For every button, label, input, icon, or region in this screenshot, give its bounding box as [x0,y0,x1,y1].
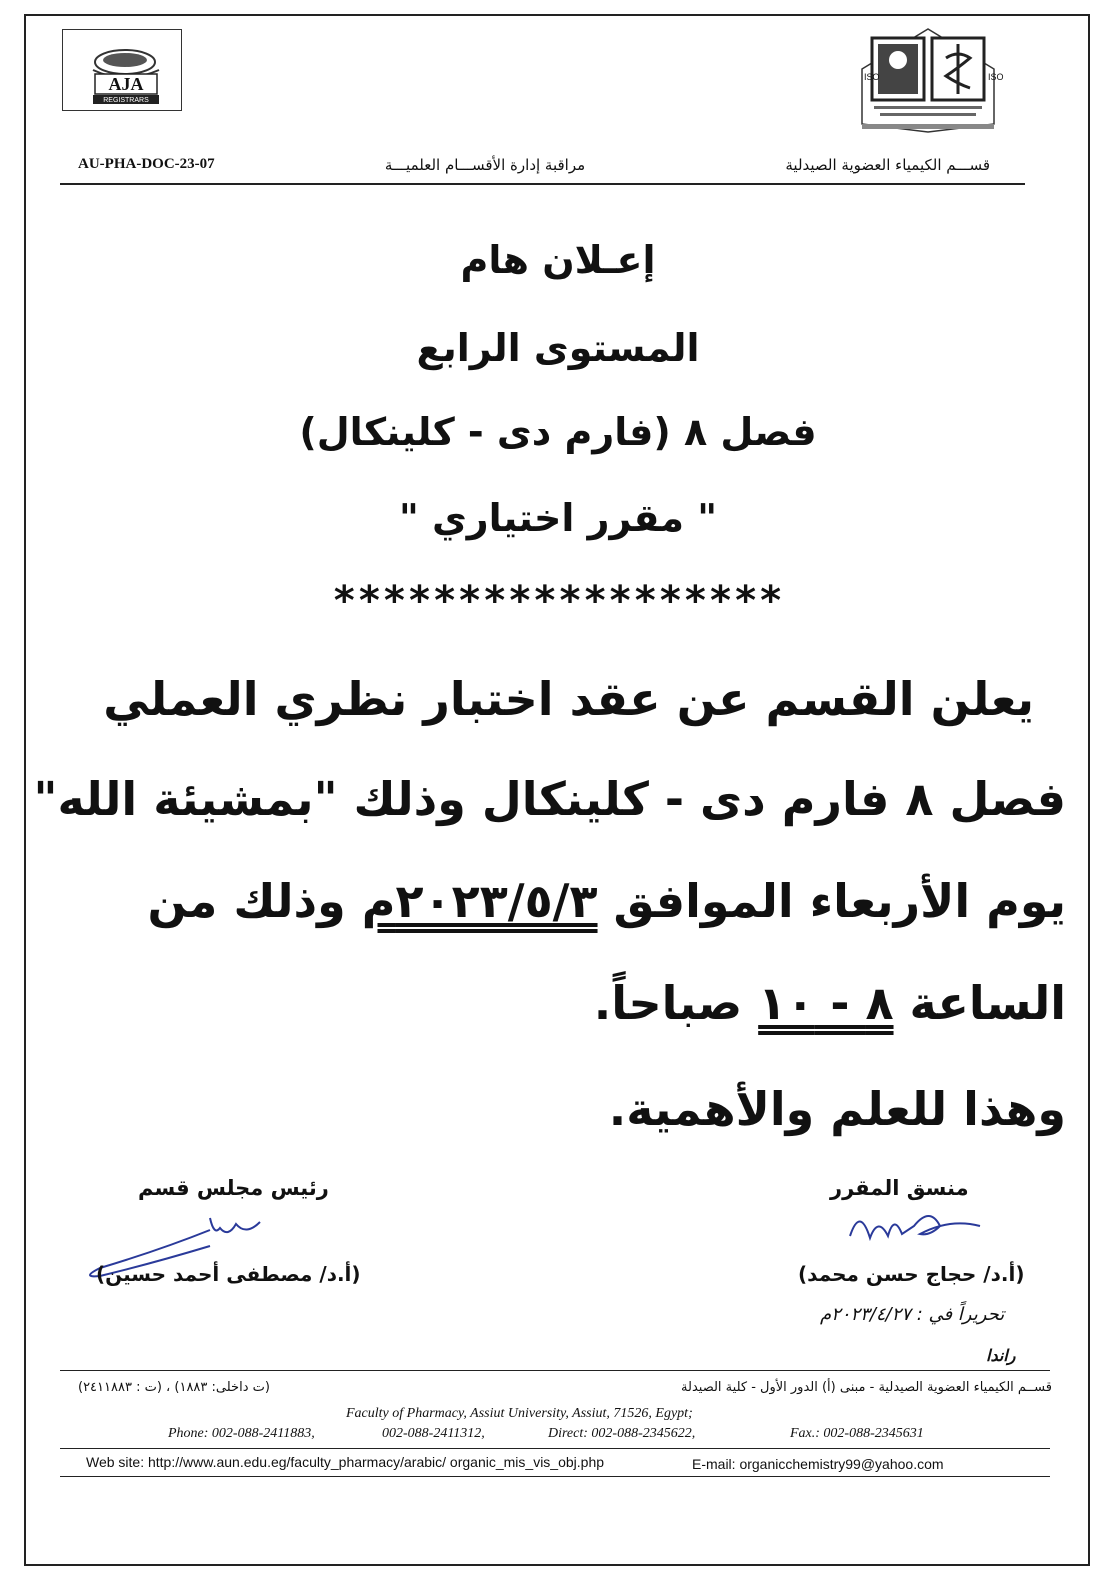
body-line-4 [594,976,1066,1030]
document-code: AU-PHA-DOC-23-07 [78,156,215,172]
body-line-3 [148,874,1066,928]
svg-text:ISO: ISO [864,72,880,82]
body-line-3-end: وذلك من [147,874,362,928]
footer-divider-top [60,1370,1050,1371]
aja-text: AJA [108,74,144,94]
head-of-department-title: رئيس مجلس قسم [138,1176,329,1200]
coordinator-title: منسق المقرر [830,1176,969,1200]
footer-divider-end [60,1476,1050,1477]
header-center-text: مراقبة إدارة الأقســـام العلميـــة [384,156,586,174]
footer-phone-2: 002-088-2411312, [382,1426,485,1441]
footer-direct-phone: Direct: 002-088-2345622, [548,1426,696,1441]
footer-address-ar: قســم الكيمياء العضوية الصيدلية - مبنى (أ) الدور الأول - كلية الصيدلة [681,1380,1052,1395]
footer-phone-1: Phone: 002-088-2411883, [168,1426,315,1441]
head-name: (أ.د/ مصطفى أحمد حسين) [96,1262,361,1286]
body-line-3-start: يوم الأربعاء الموافق [597,874,1066,928]
footer-email[interactable]: E-mail: organicchemistry99@yahoo.com [692,1456,944,1472]
exam-time: ٨ - ١٠ [758,976,894,1030]
written-on-date: تحريراً في : ٢٠٢٣/٤/٢٧م [820,1304,1005,1325]
body-line-2: فصل ٨ فارم دى - كلينكال وذلك "بمشيئة الله" [33,772,1066,826]
footer-phones-ar: (ت داخلى: ١٨٨٣) ، (ت : ٢٤١١٨٨٣) [78,1380,270,1395]
svg-text:REGISTRARS: REGISTRARS [103,97,149,104]
footer-website[interactable]: Web site: http://www.aun.edu.eg/faculty_pharmacy/arabic/ organic_mis_vis_obj.php [86,1454,605,1470]
level-title: المستوى الرابع [416,326,700,370]
footer-divider-bottom [60,1448,1050,1449]
body-line-5: وهذا للعلم والأهمية. [608,1082,1066,1136]
university-iso-seals [840,24,1016,137]
stars-divider: ****************** [332,578,784,624]
body-line-4-start: الساعة [893,976,1066,1030]
header-divider [60,183,1025,185]
coordinator-name: (أ.د/ حجاج حسن محمد) [798,1262,1025,1286]
svg-text:ISO: ISO [988,72,1004,82]
coordinator-signature [830,1196,990,1256]
footer-fax: Fax.: 002-088-2345631 [790,1426,924,1441]
footer-faculty-address: Faculty of Pharmacy, Assiut University, Assiut, 71526, Egypt; [346,1406,693,1421]
body-line-1: يعلن القسم عن عقد اختبار نظري العملي [103,672,1034,726]
class-title: فصل ٨ (فارم دى - كلينكال) [299,410,817,454]
exam-date: ٢٠٢٣/٥/٣م [361,874,598,928]
announcement-title: إعـلان هام [460,238,656,282]
course-title: " مقرر اختياري " [398,496,718,540]
clerk-initials: راندا [986,1346,1016,1365]
body-line-4-end: صباحاً. [593,976,759,1030]
department-name: قســـم الكيمياء العضوية الصيدلية [785,156,990,174]
aja-registrars-logo [62,29,182,111]
